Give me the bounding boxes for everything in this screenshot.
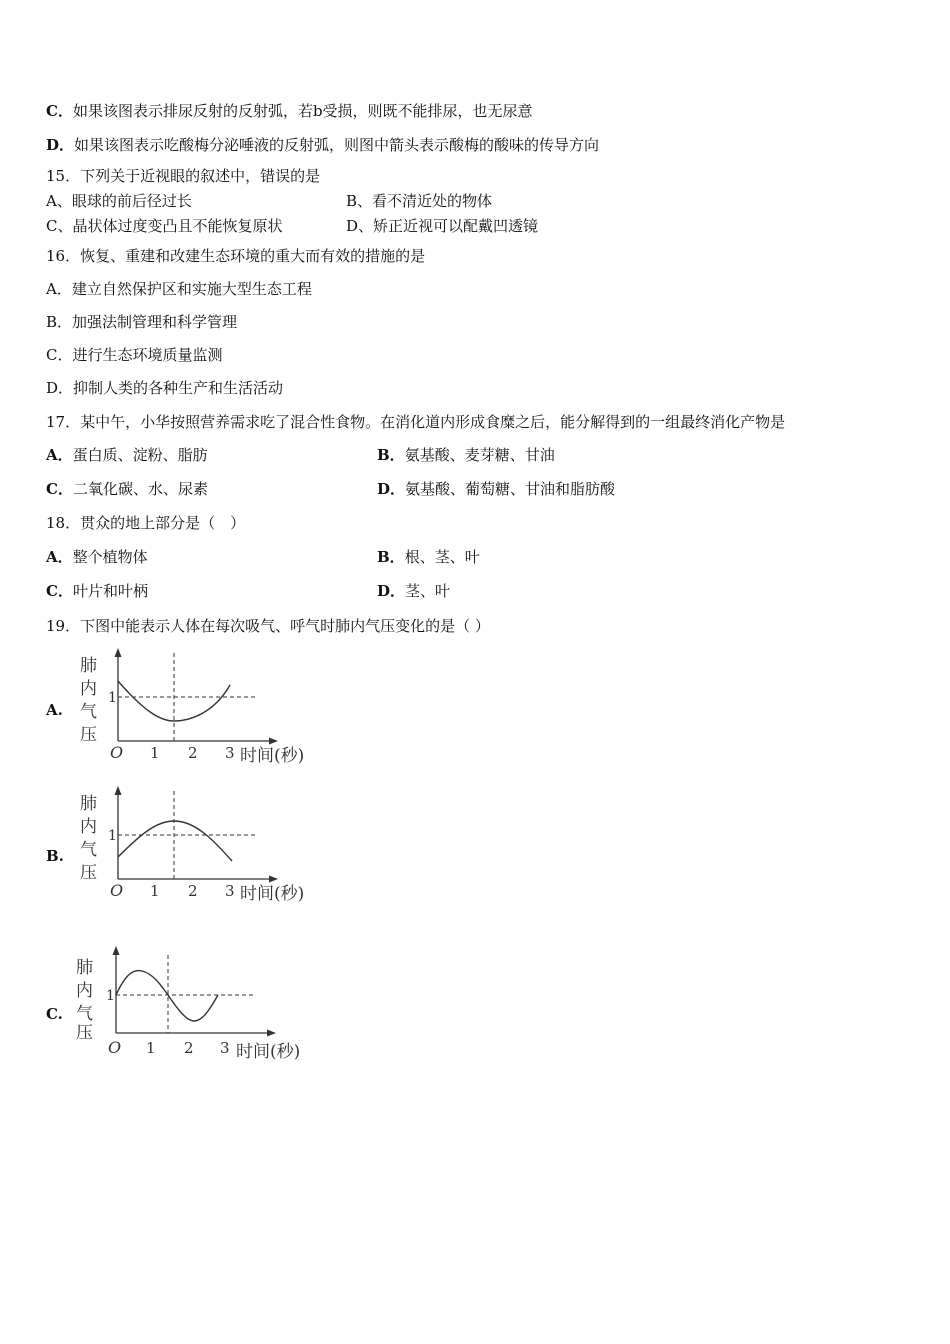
q18-option-c[interactable] <box>46 581 148 601</box>
y-axis-arrow-icon <box>115 786 122 795</box>
q18-option-d[interactable] <box>377 581 450 601</box>
x-axis-arrow-icon <box>267 1030 276 1037</box>
origin-label: O <box>108 1038 122 1057</box>
q16-option-c[interactable]: C．进行生态环境质量监测 <box>46 346 223 364</box>
q17-option-c-letter: C． <box>46 480 73 498</box>
ylabel-char: 肺 <box>80 794 97 814</box>
q16-stem: 16．恢复、重建和改建生态环境的重大而有效的措施的是 <box>46 247 426 265</box>
y-ref-label: 1 <box>108 828 117 844</box>
q18-option-c-letter: C． <box>46 582 73 600</box>
q17-option-b-letter: B． <box>377 446 405 464</box>
q14-option-d-letter: D． <box>46 136 75 154</box>
q17-stem: 17．某中午，小华按照营养需求吃了混合性食物。在消化道内形成食糜之后，能分解得到的一组最终消化产物是 <box>46 413 786 431</box>
ylabel-char: 内 <box>80 817 97 837</box>
q16-option-b[interactable]: B．加强法制管理和科学管理 <box>46 313 238 331</box>
xtick-label: 1 <box>150 882 160 900</box>
q17-option-c-text: 二氧化碳、水、尿素 <box>72 480 208 498</box>
q17-option-a[interactable] <box>46 445 208 465</box>
x-axis-label: 时间(秒) <box>240 746 305 766</box>
q15-option-d[interactable]: D、矫正近视可以配戴凹透镜 <box>346 217 539 235</box>
ylabel-char: 压 <box>76 1023 93 1043</box>
y-ref-label: 1 <box>108 690 117 706</box>
ylabel-char: 气 <box>80 840 97 860</box>
q14-option-d-text: 如果该图表示吃酸梅分泌唾液的反射弧，则图中箭头表示酸梅的酸味的传导方向 <box>74 136 600 154</box>
q14-option-c-text: 如果该图表示排尿反射的反射弧，若b受损，则既不能排尿，也无尿意 <box>72 102 533 120</box>
q14-option-d[interactable] <box>46 135 599 155</box>
y-axis-arrow-icon <box>113 946 120 955</box>
q18-option-b[interactable] <box>377 547 480 567</box>
ylabel-char: 压 <box>80 863 97 883</box>
x-axis-label: 时间(秒) <box>240 884 305 904</box>
ylabel-char: 肺 <box>80 656 97 676</box>
q18-option-a-text: 整个植物体 <box>72 548 148 566</box>
q17-option-d-text: 氨基酸、葡萄糖、甘油和脂肪酸 <box>405 480 616 498</box>
q17-option-a-letter: A． <box>46 446 73 464</box>
x-axis-arrow-icon <box>269 876 278 883</box>
q15-option-c[interactable]: C、晶状体过度变凸且不能恢复原状 <box>46 217 283 235</box>
xtick-label: 3 <box>220 1039 230 1057</box>
q15-stem: 15．下列关于近视眼的叙述中，错误的是 <box>46 167 321 185</box>
q17-option-b-text: 氨基酸、麦芽糖、甘油 <box>404 446 555 464</box>
q17-option-c[interactable] <box>46 479 208 499</box>
graph-b-label: B. <box>46 847 64 865</box>
y-axis-arrow-icon <box>115 648 122 657</box>
q18-option-a-letter: A． <box>46 548 73 566</box>
q15-option-b[interactable]: B、看不清近处的物体 <box>346 192 493 210</box>
q14-option-c[interactable] <box>46 101 533 121</box>
graph-option-b[interactable] <box>46 783 346 913</box>
q16-option-a[interactable]: A．建立自然保护区和实施大型生态工程 <box>46 280 312 298</box>
q19-stem: 19．下图中能表示人体在每次吸气、呼气时肺内气压变化的是（ ） <box>46 617 490 635</box>
q18-option-d-letter: D． <box>377 582 406 600</box>
xtick-label: 2 <box>188 882 198 900</box>
pressure-curve <box>116 971 218 1021</box>
graph-a-label: A. <box>46 701 63 719</box>
q18-option-c-text: 叶片和叶柄 <box>72 582 148 600</box>
q17-option-b[interactable] <box>377 445 555 465</box>
q15-option-a[interactable]: A、眼球的前后径过长 <box>46 192 192 210</box>
origin-label: O <box>110 881 124 900</box>
xtick-label: 3 <box>225 882 235 900</box>
q18-option-b-text: 根、茎、叶 <box>404 548 480 566</box>
q18-option-a[interactable] <box>46 547 148 567</box>
q17-option-a-text: 蛋白质、淀粉、脂肪 <box>72 446 208 464</box>
xtick-label: 3 <box>225 744 235 762</box>
xtick-label: 2 <box>188 744 198 762</box>
xtick-label: 1 <box>150 744 160 762</box>
graph-a-svg <box>74 645 334 770</box>
xtick-label: 2 <box>184 1039 194 1057</box>
origin-label: O <box>110 743 124 762</box>
x-axis-arrow-icon <box>269 738 278 745</box>
q17-option-d[interactable] <box>377 479 615 499</box>
ylabel-char: 气 <box>80 702 97 722</box>
q18-option-d-text: 茎、叶 <box>405 582 451 600</box>
ylabel-char: 压 <box>80 725 97 745</box>
q18-option-b-letter: B． <box>377 548 405 566</box>
y-ref-label: 1 <box>106 988 115 1004</box>
graph-c-svg <box>74 943 334 1068</box>
x-axis-label: 时间(秒) <box>236 1042 301 1062</box>
pressure-curve <box>118 681 230 721</box>
ylabel-char: 气 <box>76 1004 93 1024</box>
ylabel-char: 内 <box>80 679 97 699</box>
q16-option-d[interactable]: D．抑制人类的各种生产和生活活动 <box>46 379 284 397</box>
graph-option-a[interactable] <box>46 645 346 775</box>
q18-stem: 18．贯众的地上部分是（ ） <box>46 514 246 532</box>
q17-option-d-letter: D． <box>377 480 406 498</box>
ylabel-char: 肺 <box>76 958 93 978</box>
pressure-curve <box>118 821 232 861</box>
ylabel-char: 内 <box>76 981 93 1001</box>
graph-c-label: C. <box>46 1005 63 1023</box>
xtick-label: 1 <box>146 1039 156 1057</box>
graph-option-c[interactable] <box>46 943 346 1073</box>
q14-option-c-letter: C． <box>46 102 73 120</box>
graph-b-svg <box>74 783 334 908</box>
